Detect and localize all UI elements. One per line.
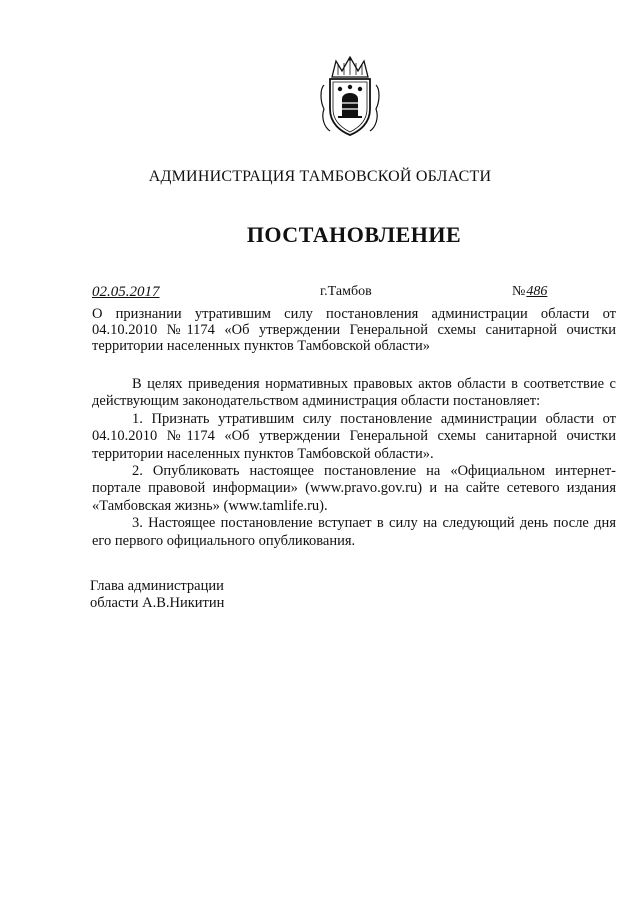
signature-line-2: области А.В.Никитин bbox=[90, 595, 225, 611]
body-paragraph-3: 3. Настоящее постановление вступает в силу на следующий день после дня его первого официального опубликования. bbox=[92, 515, 616, 549]
body-paragraph-intro: В целях приведения нормативных правовых актов области в соответствие с действующим законодательством администрация области постановляет: bbox=[92, 376, 616, 410]
signature-block bbox=[90, 578, 224, 612]
document-date: 02.05.2017 bbox=[92, 284, 160, 300]
document-subject: О признании утратившим силу постановления администрации области от 04.10.2010 №1174 «Об утверждении Генеральной схемы санитарной очистки территории населенных пунктов Тамбовской области» bbox=[92, 306, 616, 354]
number-value: 486 bbox=[526, 284, 548, 299]
body-paragraph-2: 2. Опубликовать настоящее постановление на «Официальном интернет-портале правовой информации» (www.pravo.gov.ru) и на сайте сетевого издания «Тамбовская жизнь» (www.tamlife.ru). bbox=[92, 463, 616, 514]
tambov-coat-of-arms-icon bbox=[318, 55, 382, 139]
document-body bbox=[92, 376, 616, 550]
document-type-title: ПОСТАНОВЛЕНИЕ bbox=[246, 222, 462, 247]
signature-line-1: Глава администрации bbox=[90, 578, 224, 594]
document-city: г.Тамбов bbox=[320, 284, 372, 299]
organization-title: АДМИНИСТРАЦИЯ ТАМБОВСКОЙ ОБЛАСТИ bbox=[148, 168, 492, 185]
document-number bbox=[512, 284, 547, 300]
body-paragraph-1: 1. Признать утратившим силу постановление администрации области от 04.10.2010 №1174 «Об утверждении Генеральной схемы санитарной очистки территории населенных пунктов Тамбовской области». bbox=[92, 410, 616, 462]
number-prefix: № bbox=[512, 284, 526, 299]
